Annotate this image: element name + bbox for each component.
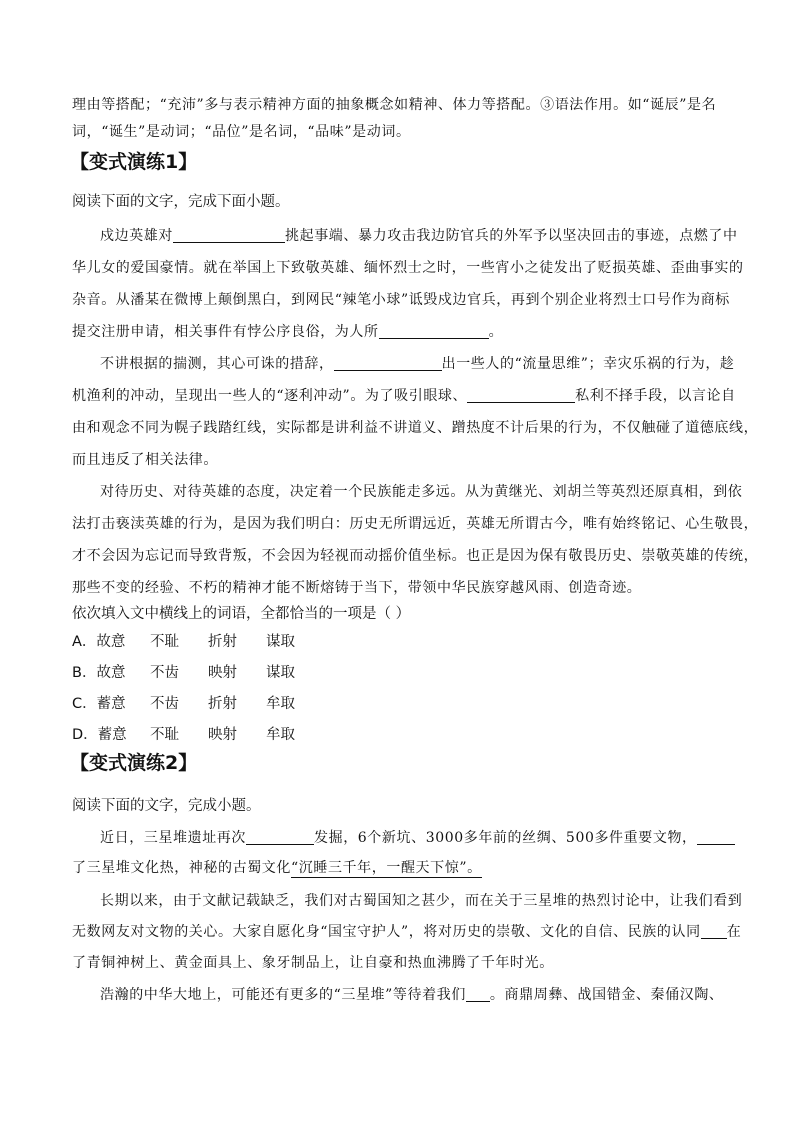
text: 不讲根据的揣测，其心可诛的措辞， — [100, 356, 334, 372]
answer-blank — [334, 356, 442, 371]
underlined-quote: “沉睡三千年，一醒天下惊”。 — [291, 860, 482, 876]
ex1-p2-line-2 — [72, 386, 736, 406]
exercise2-instruction: 阅读下面的文字，完成小题。 — [72, 798, 261, 814]
text: 出一些人的“流量思维”；幸灾乐祸的行为，趁 — [441, 356, 735, 372]
ex1-p1-line-1 — [100, 226, 738, 246]
option-label: B．故意 — [72, 665, 126, 681]
answer-blank — [467, 388, 575, 403]
ex1-p1-line-4 — [72, 322, 732, 342]
option-d — [72, 725, 324, 745]
ex2-p2-line-3: 了青铜神树上、黄金面具上、象牙制品上，让自豪和热血沸腾了千年时光。 — [72, 955, 554, 971]
option-b — [72, 663, 324, 683]
text: 挑起事端、暴力攻击我边防官兵的外军予以坚决回击的事迹，点燃了中 — [285, 228, 738, 244]
option-word: 折射 — [208, 696, 237, 712]
intro-line-2: 词，“诞生”是动词；“品位”是名词，“品味”是动词。 — [72, 124, 411, 140]
option-word: 映射 — [208, 727, 237, 743]
ex1-p3-line-3: 才不会因为忘记而导致背叛，不会因为轻视而动摇价值坐标。也正是因为保有敬畏历史、崇敬英雄的传统， — [72, 548, 759, 564]
option-word: 谋取 — [266, 665, 295, 681]
option-word: 不齿 — [150, 696, 179, 712]
ex1-p2-line-1 — [100, 354, 735, 374]
intro-line-1: 理由等搭配；“充沛”多与表示精神方面的抽象概念如精神、体力等搭配。③语法作用。如“诞辰”是名 — [72, 97, 717, 113]
ex2-p1-line-2 — [72, 858, 732, 878]
answer-blank — [379, 324, 489, 339]
ex1-question: 依次填入文中横线上的词语，全都恰当的一项是（ ） — [72, 606, 411, 622]
ex2-p1-line-1 — [100, 828, 732, 848]
text: 提交注册申请，相关事件有悖公序良俗，为人所 — [72, 324, 379, 340]
option-word: 不耻 — [150, 727, 179, 743]
ex1-p2-line-3: 由和观念不同为幌子践踏红线，实际都是讲利益不讲道义、蹭热度不计后果的行为，不仅触碰了道德底线， — [72, 420, 759, 436]
option-word: 不齿 — [150, 665, 179, 681]
answer-blank — [173, 228, 285, 243]
text: 无数网友对文物的关心。大家自愿化身“国宝守护人”，将对历史的崇敬、文化的自信、民族的认同 — [72, 924, 701, 940]
option-word: 牟取 — [266, 696, 295, 712]
ex2-p3-line-1 — [100, 985, 732, 1005]
exercise2-heading: 【变式演练2】 — [70, 752, 198, 774]
answer-blank — [697, 830, 735, 845]
text: 浩瀚的中华大地上，可能还有更多的“三星堆”等待着我们 — [100, 987, 466, 1003]
text: 戍边英雄对 — [100, 228, 173, 244]
option-word: 不耻 — [150, 634, 179, 650]
text: 近日，三星堆遗址再次 — [100, 830, 246, 846]
exercise1-instruction: 阅读下面的文字，完成下面小题。 — [72, 194, 290, 210]
ex2-p2-line-2 — [72, 922, 742, 942]
ex1-p1-line-2: 华儿女的爱国豪情。就在举国上下致敬英雄、缅怀烈士之时，一些宵小之徒发出了贬损英雄、歪曲事实的 — [72, 260, 744, 276]
text: 私利不择手段，以言论自 — [575, 388, 736, 404]
text: 机渔利的冲动，呈现出一些人的“逐利冲动”。为了吸引眼球、 — [72, 388, 468, 404]
ex1-p3-line-2: 法打击亵渎英雄的行为，是因为我们明白：历史无所谓远近，英雄无所谓古今，唯有始终铭记、心生敬畏， — [72, 516, 759, 532]
text: 。商鼎周彝、战国错金、秦俑汉陶、 — [489, 987, 724, 1003]
text: 。 — [488, 324, 504, 340]
option-word: 牟取 — [266, 727, 295, 743]
answer-blank — [466, 987, 490, 1002]
exercise1-heading: 【变式演练1】 — [70, 151, 198, 173]
option-word: 谋取 — [266, 634, 295, 650]
option-label: C．蓄意 — [72, 696, 126, 712]
answer-blank — [701, 924, 727, 939]
text: 了三星堆文化热，神秘的古蜀文化 — [72, 860, 291, 876]
ex1-p2-line-4: 而且违反了相关法律。 — [72, 452, 218, 468]
text: 在 — [726, 924, 742, 940]
text: 发掘，6个新坑、3000多年前的丝绸、500多件重要文物， — [314, 830, 697, 846]
ex1-p3-line-1: 对待历史、对待英雄的态度，决定着一个民族能走多远。从为黄继光、刘胡兰等英烈还原真相，到依 — [100, 484, 743, 500]
ex2-p2-line-1: 长期以来，由于文献记载缺乏，我们对古蜀国知之甚少，而在关于三星堆的热烈讨论中，让我们看到 — [100, 893, 743, 909]
option-word: 折射 — [208, 634, 237, 650]
option-label: A．故意 — [72, 634, 126, 650]
option-word: 映射 — [208, 665, 237, 681]
ex1-p1-line-3: 杂音。从潘某在微博上颠倒黑白，到网民“辣笔小球”诋毁戍边官兵，再到个别企业将烈士口号作为商标 — [72, 292, 730, 308]
option-c — [72, 694, 324, 714]
answer-blank — [246, 830, 314, 845]
option-a — [72, 632, 324, 652]
option-label: D．蓄意 — [72, 727, 127, 743]
ex1-p3-line-4: 那些不变的经验、不朽的精神才能不断熔铸于当下，带领中华民族穿越风雨、创造奇迹。 — [72, 580, 642, 596]
